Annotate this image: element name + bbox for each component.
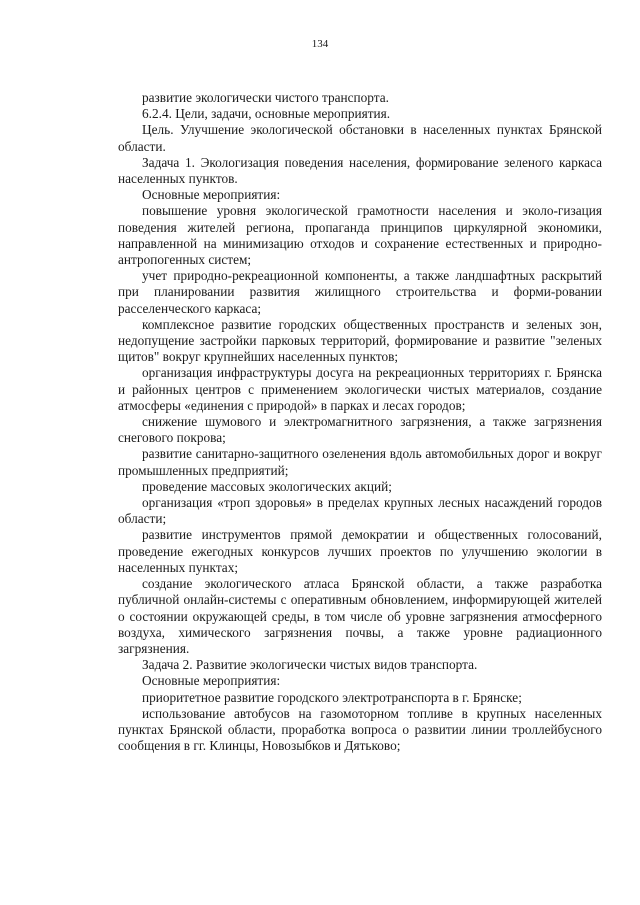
paragraph: создание экологического атласа Брянской области, а также разработка публичной онлайн-системы с оперативным обновлением, информирующей жителей о состоянии окружающей среды, в том числе об уровне загрязнения атмосферного воздуха, химического загрязнения почвы, а также уровне радиационного загрязнения. — [118, 576, 602, 656]
paragraph: Основные мероприятия: — [142, 673, 281, 689]
paragraph: комплексное развитие городских общественных пространств и зеленых зон, недопущение застройки парковых территорий, формирование и развитие "зеленых щитов" вокруг крупнейших населенных пунктов; — [118, 316, 602, 365]
paragraph: приоритетное развитие городского электротранспорта в г. Брянске; — [142, 689, 522, 705]
paragraph: Задача 1. Экологизация поведения населения, формирование зеленого каркаса населенных пунктов. — [118, 154, 602, 187]
paragraph: 6.2.4. Цели, задачи, основные мероприятия. — [142, 106, 391, 122]
paragraph: Задача 2. Развитие экологически чистых видов транспорта. — [142, 657, 478, 673]
paragraph: развитие инструментов прямой демократии и общественных голосований, проведение ежегодных конкурсов лучших проектов по улучшению экологии в населенных пунктах; — [118, 527, 602, 575]
paragraph: организация «троп здоровья» в пределах крупных лесных насаждений городов области; — [118, 495, 602, 527]
paragraph: развитие санитарно-защитного озеленения вдоль автомобильных дорог и вокруг промышленных предприятий; — [118, 446, 602, 478]
paragraph: Основные мероприятия: — [142, 187, 281, 203]
paragraph: снижение шумового и электромагнитного загрязнения, а также загрязнения снегового покрова; — [118, 414, 602, 446]
paragraph: проведение массовых экологических акций; — [142, 478, 392, 494]
paragraph: учет природно-рекреационной компоненты, а также ландшафтных раскрытий при планировании развития жилищного строительства и форми-ровании расселенческого каркаса; — [118, 268, 602, 316]
paragraph: организация инфраструктуры досуга на рекреационных территориях г. Брянска и районных центров с применением экологически чистых материалов, создание атмосферы «единения с природой» в парках и лесах городов; — [118, 365, 602, 413]
paragraph: развитие экологически чистого транспорта. — [142, 90, 389, 105]
page-number: 134 — [311, 38, 329, 50]
paragraph: Цель. Улучшение экологической обстановки в населенных пунктах Брянской области. — [118, 122, 602, 154]
paragraph: использование автобусов на газомоторном топливе в крупных населенных пунктах Брянской области, проработка вопроса о развитии линии троллейбусного сообщения в гг. Клинцы, Новозыбков и Дятьково; — [118, 705, 602, 754]
paragraph: повышение уровня экологической грамотности населения и эколо-гизация поведения жителей региона, пропаганда принципов циркулярной экономики, направленной на минимизацию отходов и сохранение естественных и природно-антропогенных систем; — [118, 203, 602, 268]
document-body — [118, 90, 602, 754]
